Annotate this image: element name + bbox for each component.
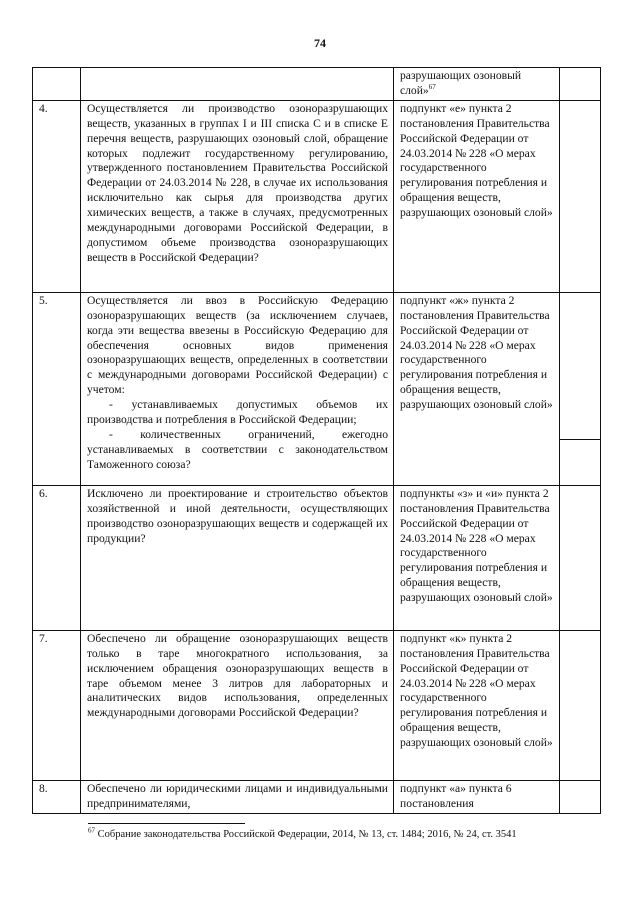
question-cell <box>81 292 394 485</box>
table-row <box>33 485 601 630</box>
page-number: 74 <box>314 36 326 50</box>
question-cell: Обеспечено ли юридическими лицами и индивидуальными предпринимателями, <box>81 780 394 813</box>
row-number: 8. <box>33 780 81 813</box>
footnote-separator <box>88 823 245 824</box>
mark-cell <box>560 292 601 485</box>
mark-cell <box>560 100 601 292</box>
basis-cell: подпункт «к» пункта 2 постановления Правительства Российской Федерации от 24.03.2014 № 228 «О мерах государственного регулирования потребления и обращения веществ, разрушающих озоновый слой» <box>394 630 560 780</box>
basis-cell: подпункт «е» пункта 2 постановления Правительства Российской Федерации от 24.03.2014 № 228 «О мерах государственного регулирования потребления и обращения веществ, разрушающих озоновый слой» <box>394 100 560 292</box>
question-cell <box>81 68 394 101</box>
mark-cell <box>560 630 601 780</box>
row-number: 7. <box>33 630 81 780</box>
mark-cell <box>560 68 601 101</box>
table-row <box>33 780 601 813</box>
cell-divider <box>560 439 600 440</box>
basis-cell: подпункты «з» и «и» пункта 2 постановления Правительства Российской Федерации от 24.03.2014 № 228 «О мерах государственного регулирования потребления и обращения веществ, разрушающих озоновый слой» <box>394 485 560 630</box>
footnote-ref: 67 <box>428 83 436 92</box>
footnote <box>88 828 608 841</box>
table-row <box>33 292 601 485</box>
basis-cell: подпункт «ж» пункта 2 постановления Правительства Российской Федерации от 24.03.2014 № 228 «О мерах государственного регулирования потребления и обращения веществ, разрушающих озоновый слой» <box>394 292 560 485</box>
basis-text: разрушающих озоновый слой» <box>400 69 522 97</box>
basis-cell <box>394 68 560 101</box>
row-number: 6. <box>33 485 81 630</box>
row-number <box>33 68 81 101</box>
table-row <box>33 630 601 780</box>
footnote-text: Собрание законодательства Российской Федерации, 2014, № 13, ст. 1484; 2016, № 24, ст. 3541 <box>97 829 517 840</box>
question-text: Осуществляется ли ввоз в Российскую Федерацию озоноразрушающих веществ (за исключением случаев, когда эти вещества ввезены в Российскую Федерацию для обеспечения основных видов применения озоноразрушающих веществ, определенных в соответствии с международными договорами Российской Федерации) с учетом: <box>87 293 388 397</box>
question-cell: Исключено ли проектирование и строительство объектов хозяйственной и иной деятельности, осуществляющих производство озоноразрушающих веществ и содержащей их продукции? <box>81 485 394 630</box>
mark-cell <box>560 780 601 813</box>
question-item: - количественных ограничений, ежегодно устанавливаемых в соответствии с законодательством Таможенного союза? <box>87 427 388 471</box>
question-cell: Обеспечено ли обращение озоноразрушающих веществ только в таре многократного использования, за исключением обращения озоноразрушающих веществ в таре объемом менее 3 литров для лабораторных и аналитических видов использования, определенных международными договорами Российской Федерации? <box>81 630 394 780</box>
mark-cell <box>560 485 601 630</box>
table-row <box>33 68 601 101</box>
question-item: - устанавливаемых допустимых объемов их производства и потребления в Российской Федерации; <box>87 398 388 427</box>
basis-cell: подпункт «а» пункта 6 постановления <box>394 780 560 813</box>
footnote-marker: 67 <box>88 826 95 835</box>
table-row <box>33 100 601 292</box>
checklist-table <box>32 67 601 814</box>
row-number: 5. <box>33 292 81 485</box>
question-cell: Осуществляется ли производство озоноразрушающих веществ, указанных в группах I и III списка С и в списке Е перечня веществ, разрушающих озоновый слой, обращение которых подлежит государственному регулированию, утвержденного постановлением Правительства Российской Федерации от 24.03.2014 № 228, в случае их использования исключительно как сырья для производства других химических веществ, а также в случаях, предусмотренных международными договорами Российской Федерации, в допустимом объеме производства озоноразрушающих веществ в Российской Федерации? <box>81 100 394 292</box>
row-number: 4. <box>33 100 81 292</box>
